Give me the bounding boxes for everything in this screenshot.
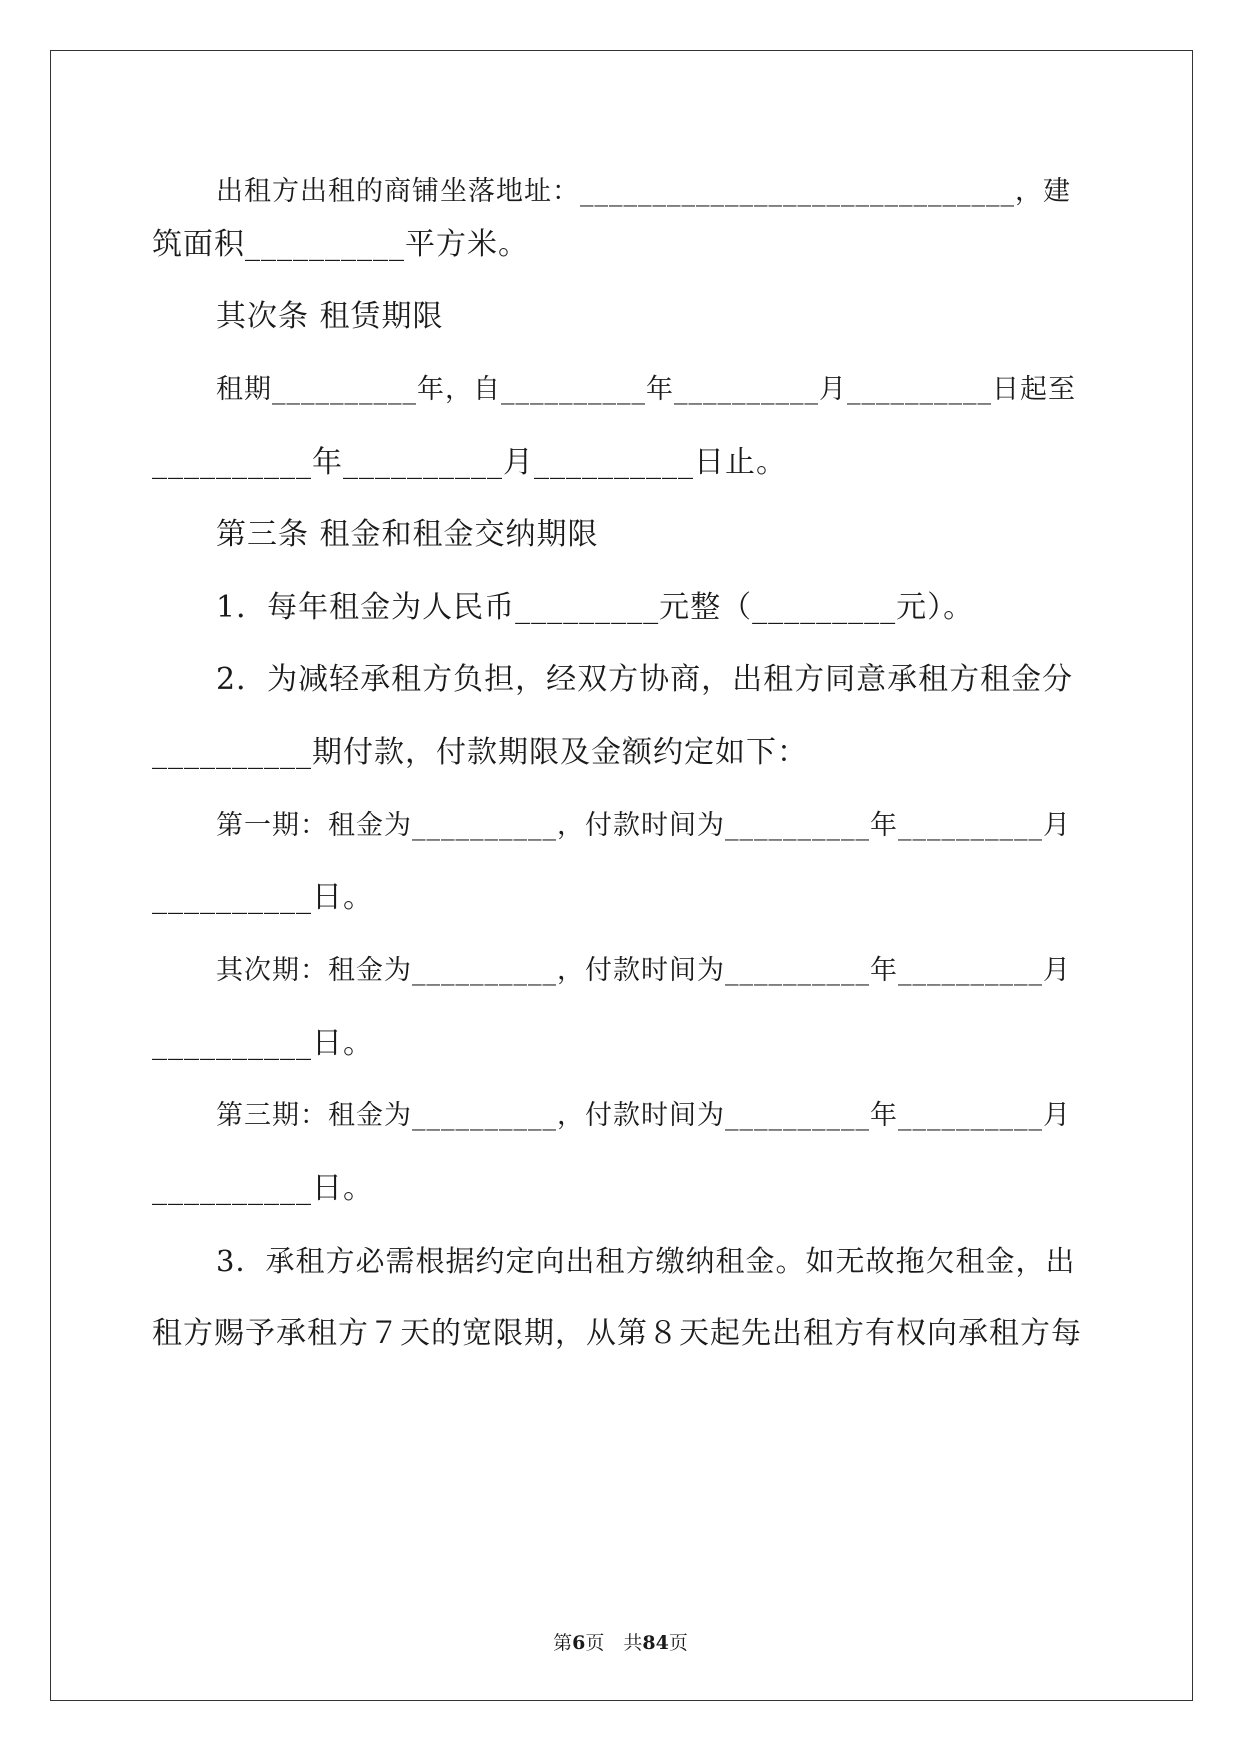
term-line-1: 租期__________年，自__________年__________月__________日起至 <box>216 374 1076 405</box>
period-2-line-2: __________日。 <box>152 1026 374 1061</box>
article-2-heading: 其次条 租赁期限 <box>216 299 444 334</box>
period-1-line-1: 第一期：租金为__________，付款时间为__________年__________月 <box>216 810 1071 841</box>
footer-page-number: 6 <box>572 1632 586 1654</box>
period-1-line-2: __________日。 <box>152 880 374 915</box>
clause-3-line-2: 租方赐予承租方７天的宽限期，从第８天起先出租方有权向承租方每 <box>152 1316 1082 1351</box>
footer-prefix: 第 <box>553 1632 573 1654</box>
page-footer <box>0 1630 1241 1656</box>
footer-suffix: 页 <box>668 1632 688 1654</box>
term-line-2: __________年__________月__________日止。 <box>152 445 787 480</box>
rent-amount-line: 1．每年租金为人民币_________元整（_________元）。 <box>216 590 975 625</box>
installment-line-2: __________期付款，付款期限及金额约定如下： <box>152 735 808 770</box>
period-3-line-1: 第三期：租金为__________，付款时间为__________年__________月 <box>216 1100 1071 1131</box>
clause-3-line-1: 3．承租方必需根据约定向出租方缴纳租金。如无故拖欠租金，出 <box>216 1244 1076 1278</box>
article-3-heading: 第三条 租金和租金交纳期限 <box>216 517 599 552</box>
footer-total-pages: 84 <box>642 1632 669 1654</box>
area-line: 筑面积__________平方米。 <box>152 227 529 262</box>
period-2-line-1: 其次期：租金为__________，付款时间为__________年__________月 <box>216 955 1071 986</box>
address-line: 出租方出租的商铺坐落地址：______________________________，建 <box>216 176 1071 207</box>
installment-line-1: 2．为减轻承租方负担，经双方协商，出租方同意承租方租金分 <box>216 662 1074 697</box>
period-3-line-2: __________日。 <box>152 1171 374 1206</box>
footer-middle: 页 共 <box>585 1632 643 1654</box>
